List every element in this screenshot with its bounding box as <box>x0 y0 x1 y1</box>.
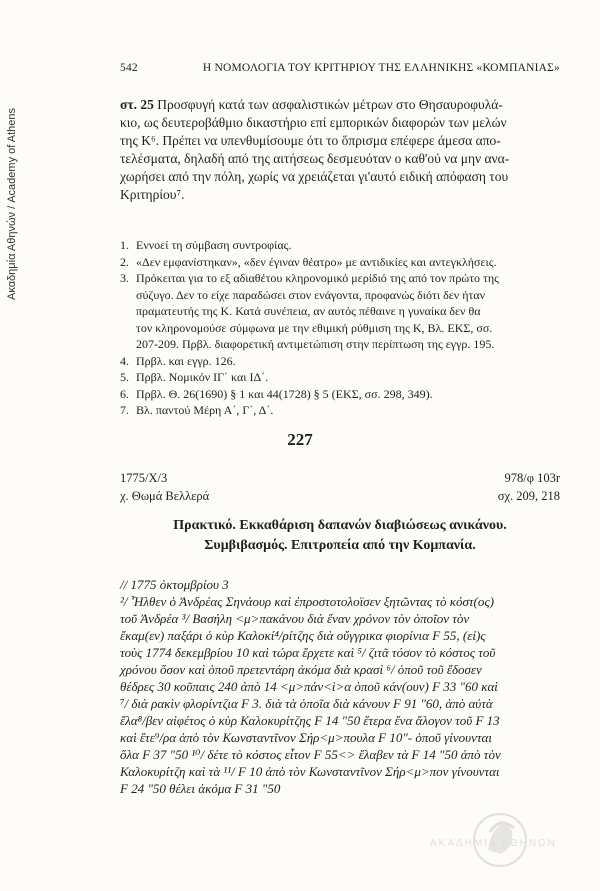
notary-name: χ. Θωμά Βελλερά <box>120 489 210 503</box>
body-line: ²/ Ἦλθεν ὁ Ἀνδρέας Σηνάουρ καὶ ἐπροστοτολοϊσεν ξητῶντας τὸ κόστ(ος) <box>120 594 494 609</box>
body-line: ἔλα⁸/βεν αἰφέτος ὁ κὺρ Καλοκυρίτζης F 14 "50 ἕτερα ἔνα ἄλογον τοῦ F 13 <box>120 713 500 728</box>
title-line: Πρακτικό. Εκκαθάριση δαπανών διαβιώσεως ανικάνου. <box>173 518 507 533</box>
body-line: ἔκαμ(εν) παξάρι ὁ κὺρ Καλοκί⁴/ρίτζης διὰ οὔγγρικα φιορίνια F 55, (εἰ)ς <box>120 628 486 643</box>
intro-line: τελέσματα, δηλαδή από της αιτήσεως δεσμευόταν ο καθ'ού να μην ανα- <box>120 151 510 166</box>
footnote: 2. «Δεν εμφανίστηκαν», «δεν έγιναν θέατρο» με αντιδικίες και αντεγκλήσεις. <box>120 254 497 269</box>
body-line: ὅλα F 37 "50 ¹⁰/ δέτε τὸ κόστος εἶτον F 55<> ἔλαβεν τὰ F 14 "50 ἀπὸ τὸν <box>120 747 501 762</box>
body-line: ⁷/ διὰ ρακὶν φλορίντζια F 3. διὰ τὰ ὁποῖα διὰ κάνουν F 91 "60, ἀπὸ αὐτὰ <box>120 696 493 711</box>
footnote: 1. Εννοεί τη σύμβαση συντροφίας. <box>120 238 292 252</box>
footnotes <box>120 237 560 419</box>
footnote: 3. Πρόκειται για το εξ αδιαθέτου κληρονομικό μερίδιό της από τον πρώτο της σύζυγο. Δεν το είχε παραδώσει στον ενάγοντα, προφανώς διότι δεν ήταν πραματευτής της Κ. Κατά συνέπεια, αν αυτός πέθαινε η γυναίκα δεν θα τον κληρονομούσε σύμφωνα με την εθιμική ρύθμιση της Κ, Βλ. ΕΚΣ, σσ. 207-209. Πρβλ. διαφορετική αντιμετώπιση στην περίπτωση της εγγρ. 195. <box>120 271 499 351</box>
archive-side-label: Ακαδημία Αθηνών / Academy of Athens <box>6 107 18 300</box>
body-line: χρόνου ὅσον καὶ ὁποῦ πρετεντάρη ἀκόμα διὰ κρασὶ ⁶/ ὁποῦ τοῦ ἔδοσεν <box>120 662 482 677</box>
body-line: F 24 "50 θέλει ἀκόμα F 31 "50 <box>120 781 281 796</box>
folio-reference: 978/φ 103r <box>504 471 560 485</box>
intro-line: της Κ⁶. Πρέπει να υπενθυμίσουμε ότι το ὅπρισμα επέφερε άμεσα απο- <box>120 133 501 148</box>
line-reference: στ. 25 <box>120 97 154 112</box>
date-reference: 1775/X/3 <box>120 471 168 485</box>
intro-line: χωρήσει από την πόλη, χωρίς να χρειάζεται γι'αυτό ειδική απόφαση του <box>120 169 509 184</box>
body-line: καὶ ἔτε⁹/ρα ἀπὸ τὸν Κωνσταντῖνον Σήρ<μ>πουλα F 10"- ὁποῦ γίνουνται <box>120 730 492 745</box>
body-line: τοὺς 1774 δεκεμβρίου 10 καὶ τώρα ἔρχετε καὶ ⁵/ ζιτᾶ τόσον τὸ κόστος τοῦ <box>120 645 496 660</box>
body-line: τοῦ Ἀνδρέα ³/ Βασήλη <μ>πακάνου διὰ ἕναν χρόνον τὸν ὁποῖον τὸν <box>120 611 470 626</box>
footnote: 4. Πρβλ. και εγγρ. 126. <box>120 353 236 368</box>
body-line: // 1775 ὀκτομβρίου 3 <box>120 577 229 592</box>
page-number: 542 <box>120 62 138 74</box>
intro-line: στ. 25 Προσφυγή κατά των ασφαλιστικών μέτρων στο Θησαυροφυλά- <box>120 97 503 112</box>
footnote: 5. Πρβλ. Νομικόν ΙΓ΄ και ΙΔ΄. <box>120 370 269 384</box>
academy-watermark <box>430 810 580 870</box>
title-line: Συμβιβασμός. Επιτροπεία από την Κομπανία. <box>204 538 476 553</box>
footnote: 7. Βλ. παντού Μέρη Α΄, Γ΄, Δ΄. <box>120 403 274 417</box>
body-line: θέδρες 30 κοῦπαις 240 ἀπὸ 14 <μ>πάν<ὶ>α ὁποῦ κάν(ουν) F 33 "60 καὶ <box>120 679 498 694</box>
document-number: 227 <box>287 430 313 449</box>
running-title: Η ΝΟΜΟΛΟΓΙΑ ΤΟΥ ΚΡΙΤΗΡΙΟΥ ΤΗΣ ΕΛΛΗΝΙΚΗΣ «ΚΟΜΠΑΝΙΑΣ» <box>202 62 560 74</box>
body-line: Καλοκυρίτζη καὶ τὰ ¹¹/ F 10 ἀπὸ τὸν Κωνσταντῖνον Σήρ<μ>πον γίνουνται <box>120 764 500 779</box>
intro-line: κιο, ως δευτεροβάθμιο δικαστήριο επί εμπορικών διαφορών των μελών <box>120 115 507 130</box>
intro-paragraph <box>120 96 560 204</box>
footnote: 6. Πρβλ. Θ. 26(1690) § 1 και 44(1728) § 5 (ΕΚΣ, σσ. 298, 349). <box>120 386 433 401</box>
cross-reference: σχ. 209, 218 <box>497 489 560 503</box>
running-header <box>120 62 560 80</box>
document-body <box>120 576 560 797</box>
intro-line: Κριτηρίου⁷. <box>120 187 185 202</box>
watermark-text: ΑΚΑΔΗΜΙΑ ΑΘΗΝΩΝ <box>430 838 557 849</box>
document-title <box>110 516 570 556</box>
